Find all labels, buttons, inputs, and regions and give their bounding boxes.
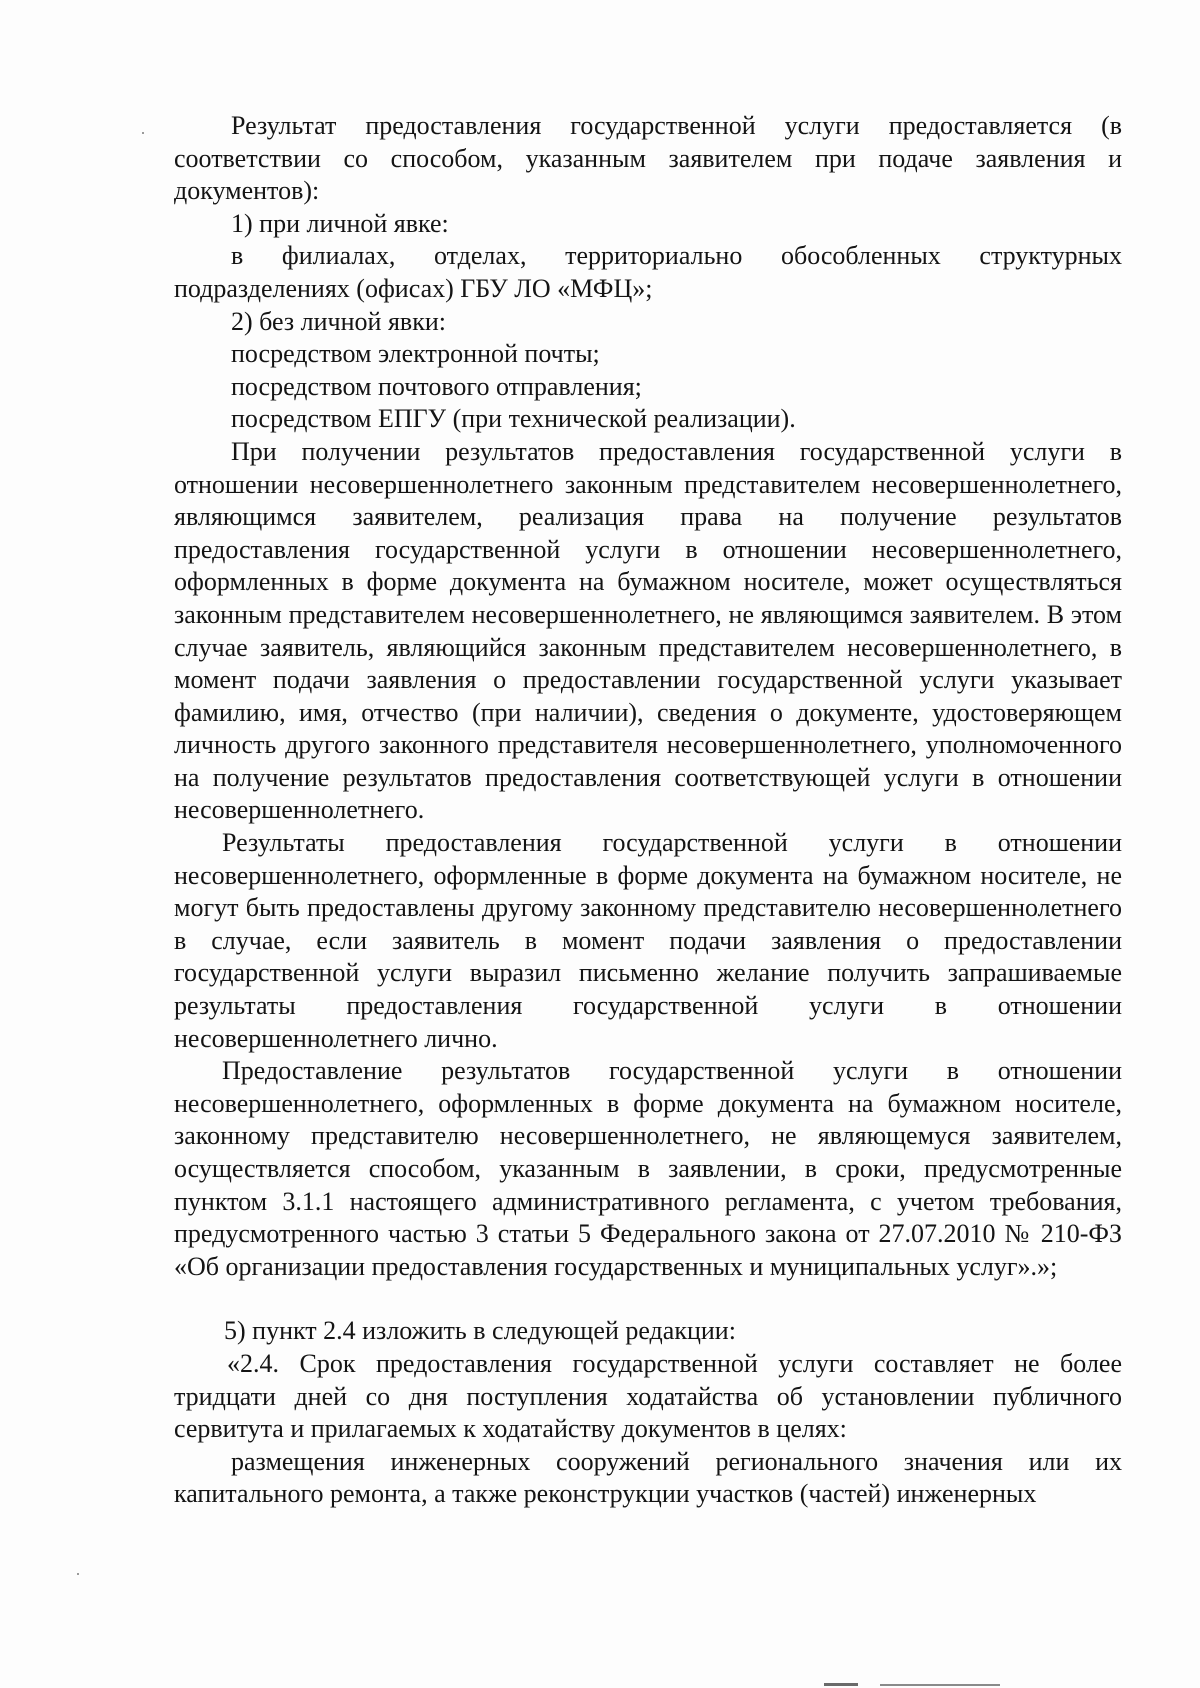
list-item-email: посредством электронной почты;: [231, 339, 600, 369]
paragraph-section-2-4: «2.4. Срок предоставления государственной услуги составляет не более тридцати дней со дня поступления ходатайства об установлении публичного сервитута и прилагаемых к ходатайству документов в целях:: [174, 1348, 1122, 1444]
paragraph-minor-results: При получении результатов предоставления государственной услуги в отношении несовершеннолетнего законным представителем несовершеннолетнего, являющимся заявителем, реализация права на получение результатов предоставления государственной услуги в отношении несовершеннолетнего, оформленных в форме документа на бумажном носителе, может осуществляться законным представителем несовершеннолетнего, не являющимся заявителем. В этом случае заявитель, являющийся законным представителем несовершеннолетнего, в момент подачи заявления о предоставлении государственной услуги указывает фамилию, имя, отчество (при наличии), сведения о документе, удостоверяющем личность другого законного представителя несовершеннолетнего, уполномоченного на получение результатов предоставления соответствующей услуги в отношении несовершеннолетнего.: [174, 436, 1122, 825]
scan-artifact: [824, 1683, 858, 1686]
scan-artifact: [142, 132, 144, 134]
list-item-in-person: 1) при личной явке:: [231, 208, 449, 238]
scan-artifact: [77, 1573, 79, 1575]
paragraph-engineering-structures: размещения инженерных сооружений регионального значения или их капитального ремонта, а также реконструкции участков (частей) инженерных: [174, 1446, 1122, 1509]
list-item-without-visit: 2) без личной явки:: [231, 306, 446, 336]
paragraph-results-not-provided: Результаты предоставления государственной услуги в отношении несовершеннолетнего, оформленные в форме документа на бумажном носителе, не могут быть предоставлены другому законному представителю несовершеннолетнего в случае, если заявитель в момент подачи заявления о предоставлении государственной услуги выразил письменно желание получить запрашиваемые результаты предоставления государственной услуги в отношении несовершеннолетнего лично.: [174, 828, 1122, 1053]
blank-line: [174, 1283, 1122, 1315]
paragraph-results-provision: Предоставление результатов государственной услуги в отношении несовершеннолетнего, оформленных в форме документа на бумажном носителе, законному представителю несовершеннолетнего, не являющемуся заявителем, осуществляется способом, указанным в заявлении, в сроки, предусмотренные пунктом 3.1.1 настоящего административного регламента, с учетом требования, предусмотренного частью 3 статьи 5 Федерального закона от 27.07.2010 № 210-ФЗ «Об организации предоставления государственных и муниципальных услуг».»;: [174, 1056, 1122, 1281]
scan-artifact: [880, 1684, 1000, 1686]
paragraph-item-5: 5) пункт 2.4 изложить в следующей редакции:: [224, 1316, 736, 1346]
document-body: [174, 110, 1122, 1511]
list-item-post: посредством почтового отправления;: [231, 371, 642, 401]
paragraph-result-methods: Результат предоставления государственной услуги предоставляется (в соответствии со способом, указанным заявителем при подаче заявления и документов):: [174, 111, 1122, 206]
list-item-epgu: посредством ЕПГУ (при технической реализации).: [231, 404, 796, 434]
paragraph-mfc-branches: в филиалах, отделах, территориально обособленных структурных подразделениях (офисах) ГБУ ЛО «МФЦ»;: [174, 241, 1122, 303]
